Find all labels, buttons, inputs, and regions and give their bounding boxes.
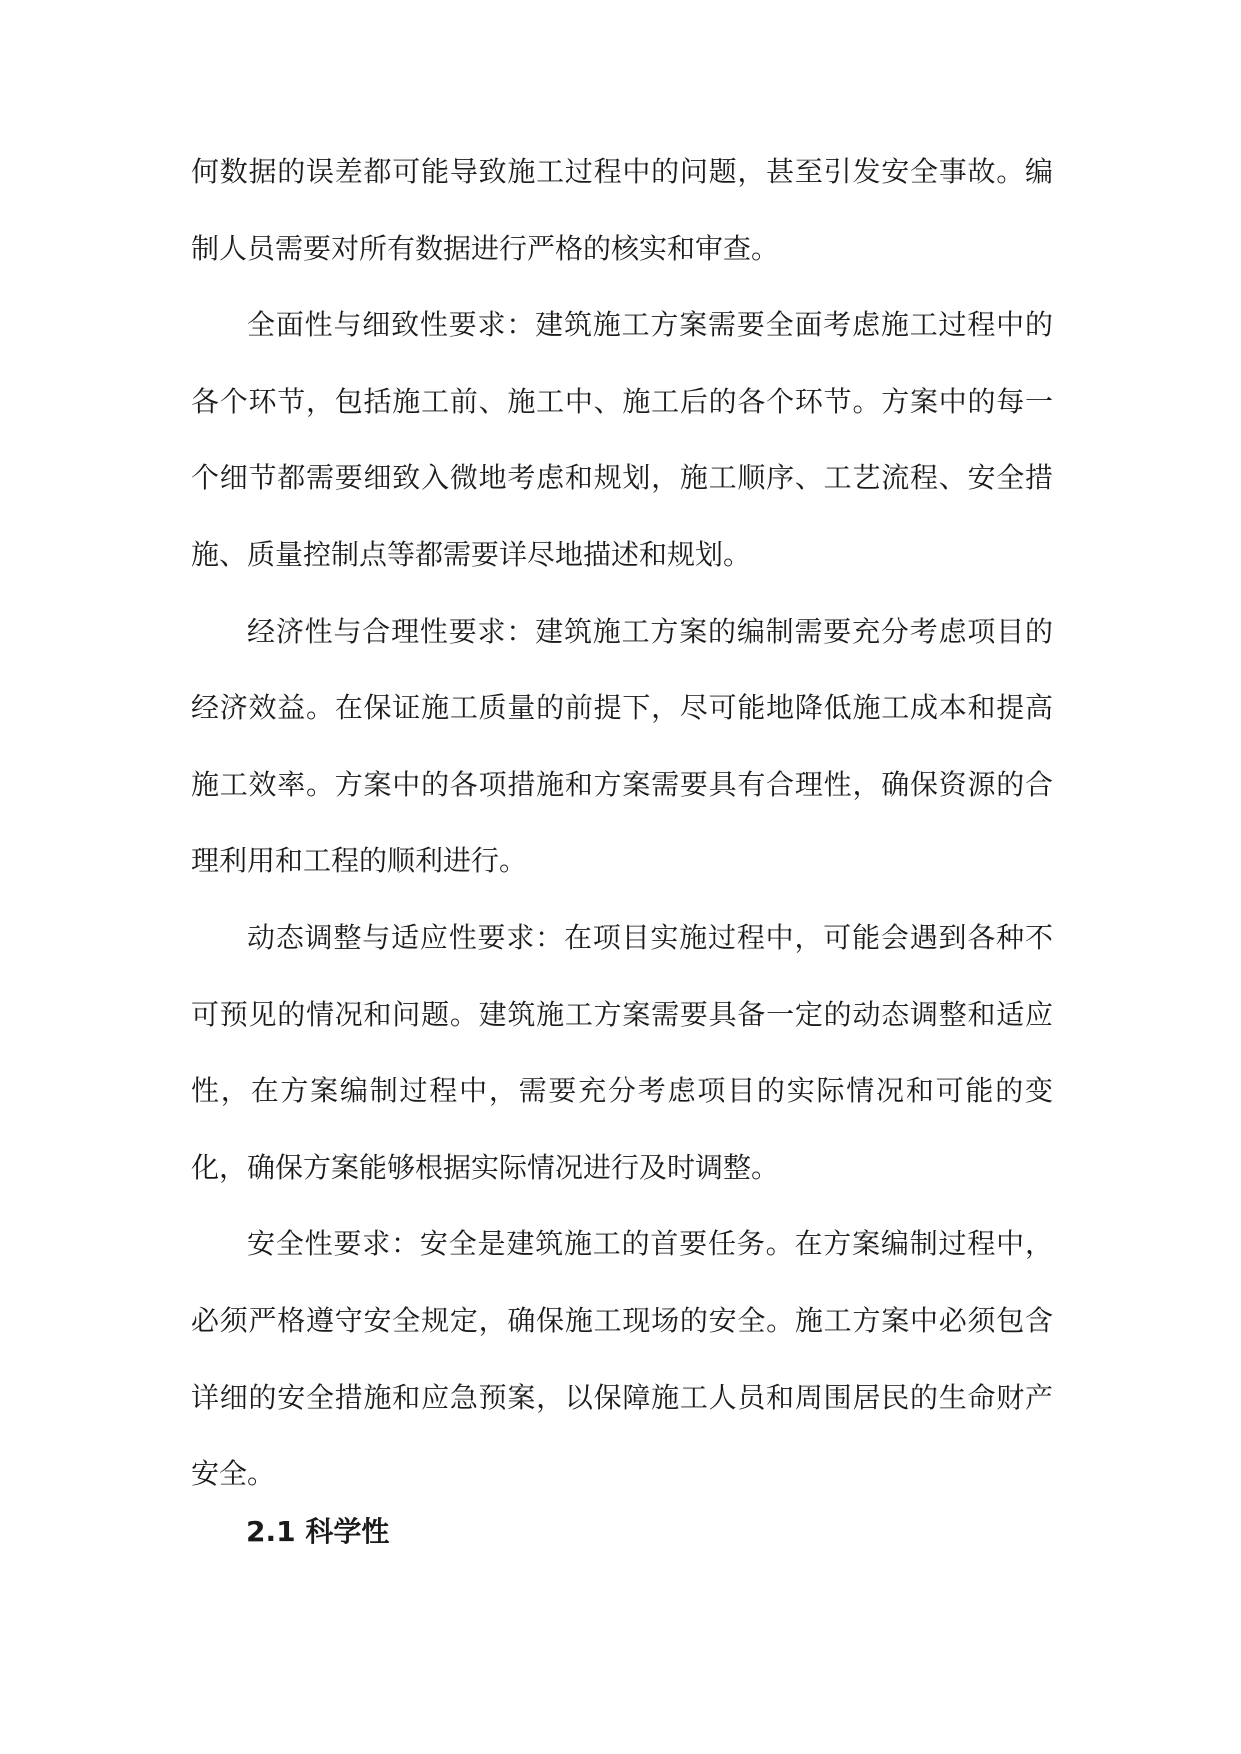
paragraph-continuation: 何数据的误差都可能导致施工过程中的问题，甚至引发安全事故。编制人员需要对所有数据进行严格的核实和审查。 (191, 155, 1053, 265)
paragraph-safety: 安全性要求：安全是建筑施工的首要任务。在方案编制过程中，必须严格遵守安全规定，确保施工现场的安全。施工方案中必须包含详细的安全措施和应急预案，以保障施工人员和周围居民的生命财产安全。 (191, 1227, 1053, 1491)
section-heading: 2.1 科学性 (246, 1515, 390, 1548)
paragraph-comprehensiveness: 全面性与细致性要求：建筑施工方案需要全面考虑施工过程中的各个环节，包括施工前、施工中、施工后的各个环节。方案中的每一个细节都需要细致入微地考虑和规划，施工顺序、工艺流程、安全措施、质量控制点等都需要详尽地描述和规划。 (191, 308, 1053, 571)
paragraph-economy: 经济性与合理性要求：建筑施工方案的编制需要充分考虑项目的经济效益。在保证施工质量的前提下，尽可能地降低施工成本和提高施工效率。方案中的各项措施和方案需要具有合理性，确保资源的合理利用和工程的顺利进行。 (191, 614, 1053, 878)
paragraph-adaptability: 动态调整与适应性要求：在项目实施过程中，可能会遇到各种不可预见的情况和问题。建筑施工方案需要具备一定的动态调整和适应性，在方案编制过程中，需要充分考虑项目的实际情况和可能的变化，确保方案能够根据实际情况进行及时调整。 (191, 920, 1053, 1184)
body-text (191, 134, 1053, 1513)
